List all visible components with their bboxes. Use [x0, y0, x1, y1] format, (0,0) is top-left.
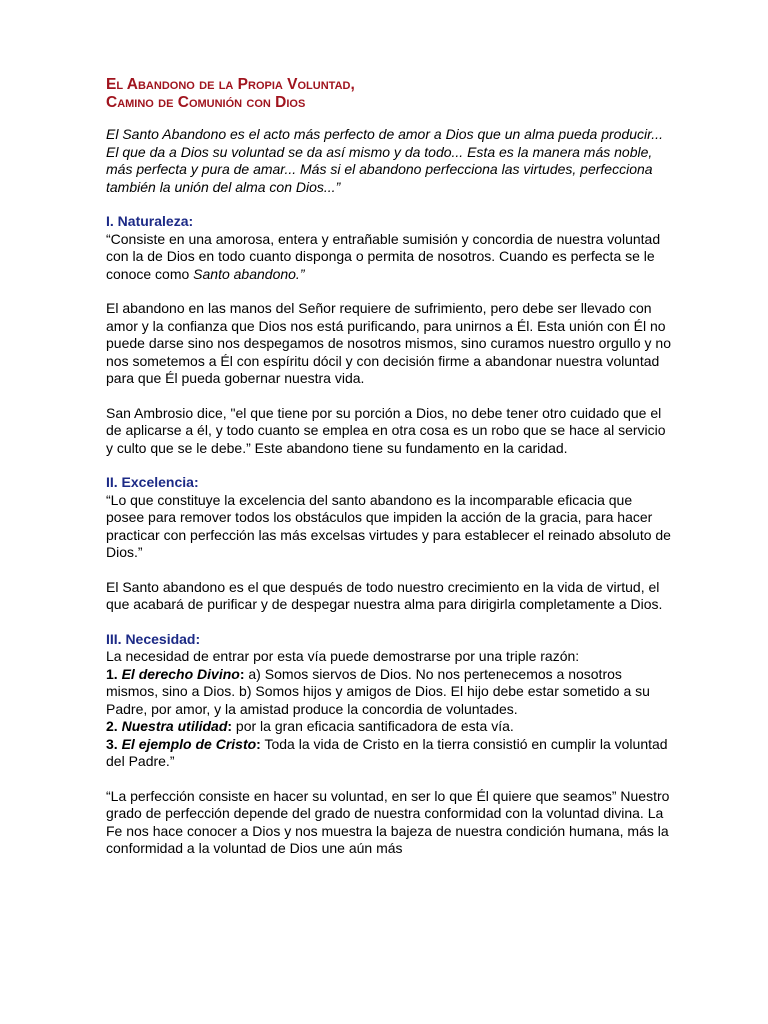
document-title — [106, 76, 672, 112]
paragraph: San Ambrosio dice, "el que tiene por su porción a Dios, no debe tener otro cuidado que el de aplicarse a él, y todo cuanto se emplea en otra cosa es un robo que se hace al servicio y culto que se le debe.” Este abandono tiene su fundamento en la caridad. — [106, 404, 666, 456]
section-naturaleza — [106, 213, 672, 283]
section-necesidad — [106, 631, 672, 771]
title-line-1: El Abandono de la Propia Voluntad, — [106, 76, 355, 93]
section-quote: “Lo que constituye la excelencia del santo abandono es la incomparable eficacia que posee para remover todos los obstáculos que impiden la acción de la gracia, para hacer practicar con perfección las más excelsas virtudes y para establecer el reinado absoluto de Dios.” — [106, 491, 671, 560]
intro-paragraph: El Santo Abandono es el acto más perfecto de amor a Dios que un alma pueda producir... El que da a Dios su voluntad se da así mismo y da todo... Esta es la manera más noble, más perfecta y pura de amar... Más si el abandono perfecciona las virtudes, perfecciona también la unión del alma con Dios...” — [106, 126, 663, 195]
list-item: 1. El derecho Divino: a) Somos siervos de Dios. No nos pertenecemos a nosotros mismos, sino a Dios. b) Somos hijos y amigos de Dios. El hijo debe estar sometido a su Padre, por amor, y la amistad produce la concordia de voluntades. — [106, 665, 650, 717]
item-label: Nuestra utilidad — [121, 718, 228, 734]
quote-italic: Santo abandono.” — [193, 265, 305, 282]
section-quote — [106, 231, 672, 284]
item-text: Toda la vida de Cristo en la tierra consistió en cumplir la voluntad del Padre.” — [106, 735, 668, 769]
list-item: 2. Nuestra utilidad: por la gran eficacia santificadora de esta vía. — [106, 718, 514, 734]
section-lead: La necesidad de entrar por esta vía puede demostrarse por una triple razón: — [106, 648, 580, 664]
closing-paragraph: “La perfección consiste en hacer su voluntad, en ser lo que Él quiere que seamos” Nuestro grado de perfección depende del grado de nuestra conformidad con la voluntad divina. La Fe nos hace conocer a Dios y nos muestra la bajeza de nuestra condición humana, más la conformidad a la voluntad de Dios une aún más — [106, 787, 670, 856]
section-excelencia — [106, 474, 672, 562]
item-label: El derecho Divino — [121, 665, 240, 682]
section-heading: III. Necesidad: — [106, 630, 201, 647]
section-heading: I. Naturaleza: — [106, 213, 194, 229]
title-line-2: Camino de Comunión con Dios — [106, 94, 306, 111]
paragraph: El Santo abandono es el que después de todo nuestro crecimiento en la vida de virtud, el que acabará de purificar y de despegar nuestra alma para dirigirla completamente a Dios. — [106, 578, 663, 612]
section-heading: II. Excelencia: — [106, 474, 199, 490]
item-label: El ejemplo de Cristo — [121, 735, 257, 752]
item-text: a) Somos siervos de Dios. No nos pertenecemos a nosotros mismos, sino a Dios. b) Somos hijos y amigos de Dios. El hijo debe estar sometido a su Padre, por amor, y la amistad produce la concordia de voluntades. — [106, 665, 650, 717]
quote-text: “Consiste en una amorosa, entera y entrañable sumisión y concordia de nuestra voluntad con la de Dios en todo cuanto disponga o permita de nosotros. Cuando es perfecta se le conoce como — [106, 230, 661, 282]
paragraph: El abandono en las manos del Señor requiere de sufrimiento, pero debe ser llevado con amor y la confianza que Dios nos está purificando, para unirnos a Él. Esta unión con Él no puede darse sino nos despegamos de nosotros mismos, sino curamos nuestro orgullo y no nos sometemos a Él con espíritu dócil y con decisión firme a abandonar nuestra voluntad para que Él pueda gobernar nuestra vida. — [106, 300, 671, 386]
item-text: por la gran eficacia santificadora de esta vía. — [232, 718, 514, 734]
list-item: 3. El ejemplo de Cristo: Toda la vida de Cristo en la tierra consistió en cumplir la voluntad del Padre.” — [106, 735, 668, 769]
